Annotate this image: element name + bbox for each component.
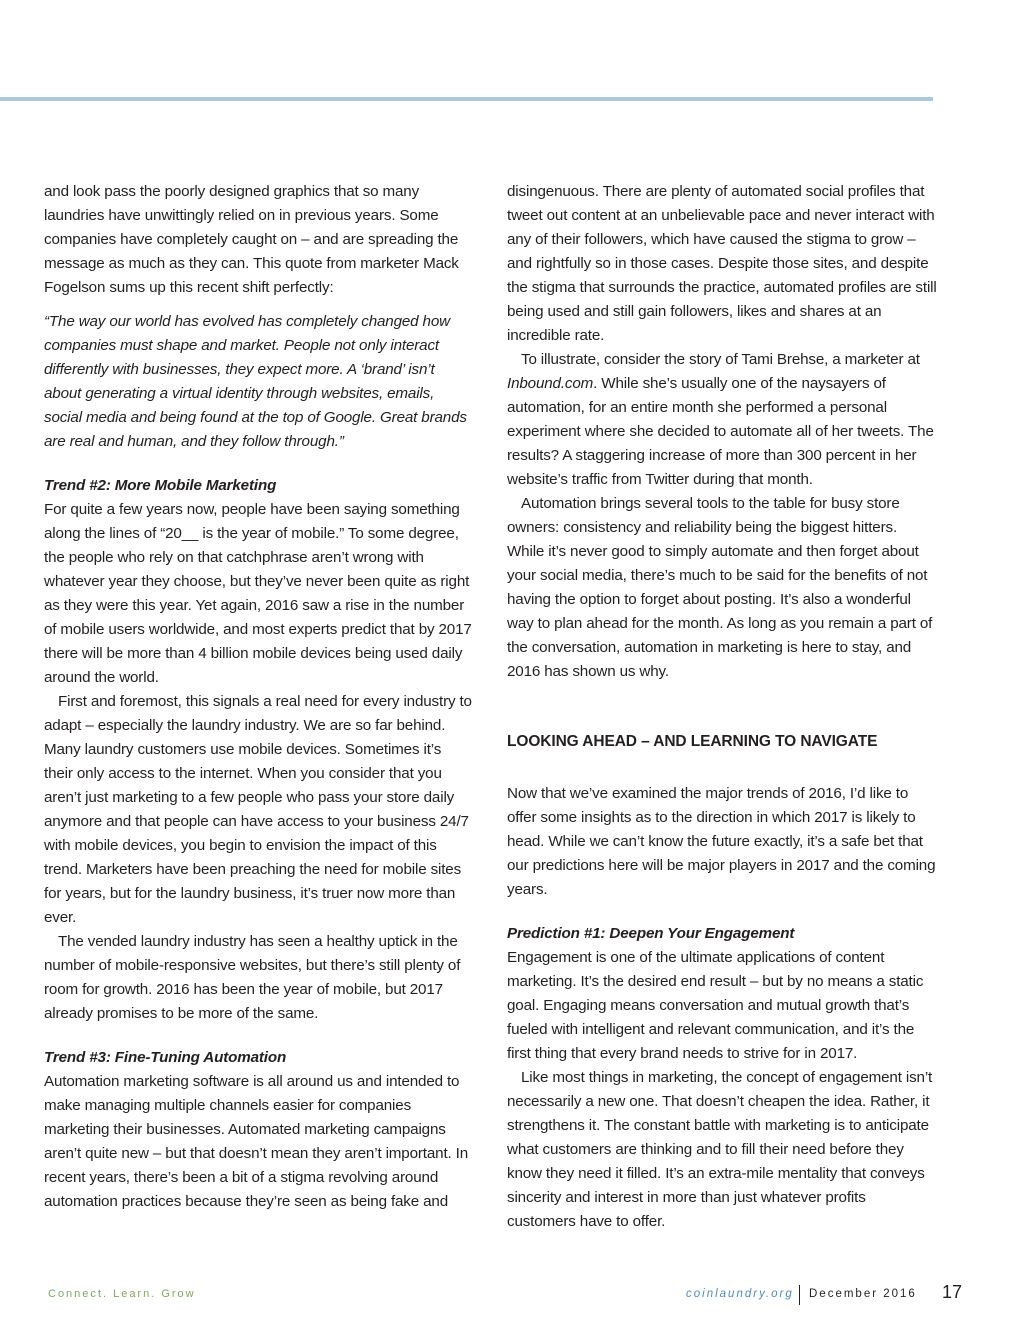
- footer-site: coinlaundry.org: [686, 1288, 794, 1300]
- paragraph: Like most things in marketing, the concept of engagement isn’t necessarily a new one. That doesn’t cheapen the idea. Rather, it strengthens it. The constant battle with marketing is to anticipate what customers are thinking and to fill their need before they know they need it filled. It’s an extra-mile mentality that conveys sincerity and interest in more than just whatever profits customers have to offer.: [507, 1069, 933, 1230]
- pull-quote: “The way our world has evolved has completely changed how companies must shape and market. People not only interact differently with businesses, they expect more. A ‘brand’ isn’t about generating a virtual identity through websites, emails, social media and being found at the top of Google. Great brands are real and human, and they follow through.”: [44, 313, 467, 450]
- inbound-site-name: Inbound.com: [507, 375, 594, 392]
- section-heading: LOOKING AHEAD – AND LEARNING TO NAVIGATE: [507, 733, 878, 750]
- paragraph: Engagement is one of the ultimate applications of content marketing. It’s the desired end result – but by no means a static goal. Engaging means conversation and mutual growth that’s fueled with intelligent and relevant communication, and it’s the first thing that every brand needs to strive for in 2017.: [507, 949, 924, 1062]
- footer-divider: [799, 1285, 800, 1305]
- paragraph: Now that we’ve examined the major trends of 2016, I’d like to offer some insights as to the direction in which 2017 is likely to head. While we can’t know the future exactly, it’s a safe bet that our predictions here will be major players in 2017 and the coming years.: [507, 785, 936, 898]
- paragraph: For quite a few years now, people have been saying something along the lines of “20__ is the year of mobile.” To some degree, the people who rely on that catchphrase aren’t wrong with whatever year they choose, but they’ve never been quite as right as they were this year. Yet again, 2016 saw a rise in the number of mobile users worldwide, and most experts predict that by 2017 there will be more than 4 billion mobile devices being used daily around the world.: [44, 501, 472, 686]
- page-number: 17: [942, 1282, 963, 1302]
- paragraph: [507, 348, 937, 492]
- paragraph: disingenuous. There are plenty of automated social profiles that tweet out content at an unbelievable pace and never interact with any of their followers, which have caused the stigma to grow – and rightfully so in those cases. Despite those sites, and despite the stigma that surrounds the practice, automated profiles are still being used and still gain followers, likes and shares at an incredible rate.: [507, 183, 937, 344]
- paragraph-text: To illustrate, consider the story of Tami Brehse, a marketer at: [521, 351, 920, 368]
- left-column: [44, 180, 474, 1214]
- footer-tagline: Connect. Learn. Grow: [48, 1288, 196, 1300]
- footer-date: December 2016: [809, 1288, 917, 1300]
- top-rule: [0, 97, 933, 101]
- paragraph: The vended laundry industry has seen a healthy uptick in the number of mobile-responsive websites, but there’s still plenty of room for growth. 2016 has been the year of mobile, but 2017 already promises to be more of the same.: [44, 933, 461, 1022]
- right-column: [507, 180, 937, 1234]
- subheading-trend-2: Trend #2: More Mobile Marketing: [44, 477, 277, 494]
- subheading-prediction-1: Prediction #1: Deepen Your Engagement: [507, 925, 795, 942]
- paragraph: First and foremost, this signals a real need for every industry to adapt – especially the laundry industry. We are so far behind. Many laundry customers use mobile devices. Sometimes it’s their only access to the internet. When you consider that you aren’t just marketing to a few people who pass your store daily anymore and that people can have access to your business 24/7 with mobile devices, you begin to envision the impact of this trend. Marketers have been preaching the need for mobile sites for years, but for the laundry business, it’s truer now more than ever.: [44, 693, 472, 926]
- paragraph: and look pass the poorly designed graphics that so many laundries have unwittingly relied on in previous years. Some companies have completely caught on – and are spreading the message as much as they can. This quote from marketer Mack Fogelson sums up this recent shift perfectly:: [44, 183, 459, 296]
- paragraph-text: . While she’s usually one of the naysayers of automation, for an entire month she performed a personal experiment where she decided to automate all of her tweets. The results? A staggering increase of more than 300 percent in her website’s traffic from Twitter during that month.: [507, 375, 934, 488]
- subheading-trend-3: Trend #3: Fine-Tuning Automation: [44, 1049, 287, 1066]
- paragraph: Automation marketing software is all around us and intended to make managing multiple channels easier for companies marketing their businesses. Automated marketing campaigns aren’t quite new – but that doesn’t mean they aren’t important. In recent years, there’s been a bit of a stigma revolving around automation practices because they’re seen as being fake and: [44, 1073, 469, 1210]
- paragraph: Automation brings several tools to the table for busy store owners: consistency and reliability being the biggest hitters. While it’s never good to simply automate and then forget about your social media, there’s much to be said for the benefits of not having the option to forget about posting. It’s also a wonderful way to plan ahead for the month. As long as you remain a part of the conversation, automation in marketing is here to stay, and 2016 has shown us why.: [507, 495, 933, 680]
